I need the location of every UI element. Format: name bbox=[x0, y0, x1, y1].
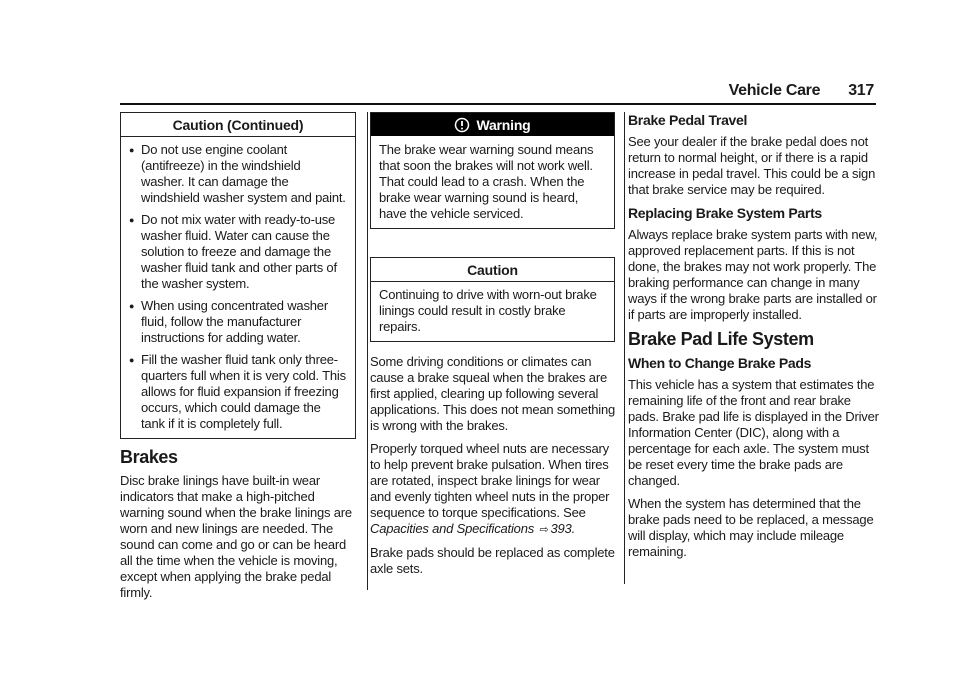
bullet-icon: ● bbox=[129, 215, 135, 225]
replacing-parts-text: Always replace brake system parts with new, approved replacement parts. If this is not done, the brakes may not work properly. The braking performance can change in many ways if the wrong brake parts are installed or if parts are improperly installed. bbox=[628, 227, 878, 322]
column-1 bbox=[120, 112, 356, 608]
caution-continued-title: Caution (Continued) bbox=[121, 113, 355, 137]
when-to-change-text-2: When the system has determined that the brake pads need to be replaced, a message will display, which may include mileage remaining. bbox=[628, 496, 874, 559]
axle-sets-text: Brake pads should be replaced as complete axle sets. bbox=[370, 545, 615, 576]
caution-continued-box bbox=[120, 112, 356, 439]
brake-pedal-travel-heading: Brake Pedal Travel bbox=[628, 112, 748, 128]
warning-text: The brake wear warning sound means that soon the brakes will not work well. That could lead to a crash. When the brake wear warning sound is heard, have the vehicle serviced. bbox=[379, 142, 594, 221]
section-title: Vehicle Care bbox=[728, 82, 821, 99]
page-number: 317 bbox=[848, 82, 874, 99]
warning-title-bar bbox=[371, 113, 614, 136]
caution-bullet: ● Fill the washer fluid tank only three-quarters full when it is very cold. This allows for fluid expansion if freezing occurs, which could damage the tank if it is completely full. bbox=[129, 352, 346, 431]
caution-box bbox=[370, 257, 615, 342]
header-rule bbox=[120, 103, 876, 105]
warning-icon bbox=[454, 117, 470, 133]
bullet-icon: ● bbox=[129, 355, 135, 365]
warning-title: Warning bbox=[476, 117, 531, 133]
caution-bullet: ● Do not mix water with ready-to-use washer fluid. Water can cause the solution to freeze and damage the washer fluid tank and other parts of the washer system. bbox=[129, 212, 337, 291]
when-to-change-text-1: This vehicle has a system that estimates the remaining life of the front and rear brake pads. Brake pad life is displayed in the Driver Information Center (DIC), along with a percentage for each axle. The system must be reset every time the brake pads are changed. bbox=[628, 377, 879, 488]
brake-pedal-travel-text: See your dealer if the brake pedal does not return to normal height, or if there is a rapid increase in pedal travel. This could be a sign that brake service may be required. bbox=[628, 134, 876, 197]
caution-bullet: ● When using concentrated washer fluid, follow the manufacturer instructions for adding water. bbox=[129, 298, 328, 345]
column-divider-left bbox=[367, 112, 368, 590]
brakes-heading: Brakes bbox=[120, 447, 178, 467]
brake-squeal-text: Some driving conditions or climates can cause a brake squeal when the brakes are first applied, clearing up following several applications. This does not mean something is wrong with the brakes. bbox=[370, 354, 616, 433]
caution-text: Continuing to drive with worn-out brake linings could result in costly brake repairs. bbox=[379, 287, 597, 334]
when-to-change-heading: When to Change Brake Pads bbox=[628, 355, 812, 371]
warning-box bbox=[370, 112, 615, 229]
column-3 bbox=[628, 112, 880, 567]
brake-pad-life-heading: Brake Pad Life System bbox=[628, 329, 814, 349]
page-ref[interactable]: 393. bbox=[550, 521, 575, 536]
replacing-parts-heading: Replacing Brake System Parts bbox=[628, 205, 822, 221]
page-header bbox=[729, 82, 874, 100]
column-2 bbox=[370, 112, 615, 584]
caution-bullet: ● Do not use engine coolant (antifreeze) in the windshield washer. It can damage the windshield washer system and paint. bbox=[129, 142, 346, 205]
wheel-nuts-text: Properly torqued wheel nuts are necessary to help prevent brake pulsation. When tires are rotated, inspect brake linings for wear and evenly tighten wheel nuts in the proper sequence to torque specifications. See Capacities and Specifications ⇨ 393. bbox=[370, 441, 610, 536]
brakes-text: Disc brake linings have built-in wear indicators that make a high-pitched warning sound when the brake linings are worn and new linings are needed. The sound can come and go or can be heard all the time when the vehicle is moving, except when applying the brake pedal firmly. bbox=[120, 473, 352, 600]
bullet-icon: ● bbox=[129, 301, 135, 311]
caution-title: Caution bbox=[371, 258, 614, 282]
bullet-icon: ● bbox=[129, 145, 135, 155]
column-divider-right bbox=[624, 112, 625, 584]
page-ref-arrow-icon: ⇨ bbox=[539, 524, 549, 536]
capacities-link[interactable]: Capacities and Specifications bbox=[370, 521, 535, 536]
